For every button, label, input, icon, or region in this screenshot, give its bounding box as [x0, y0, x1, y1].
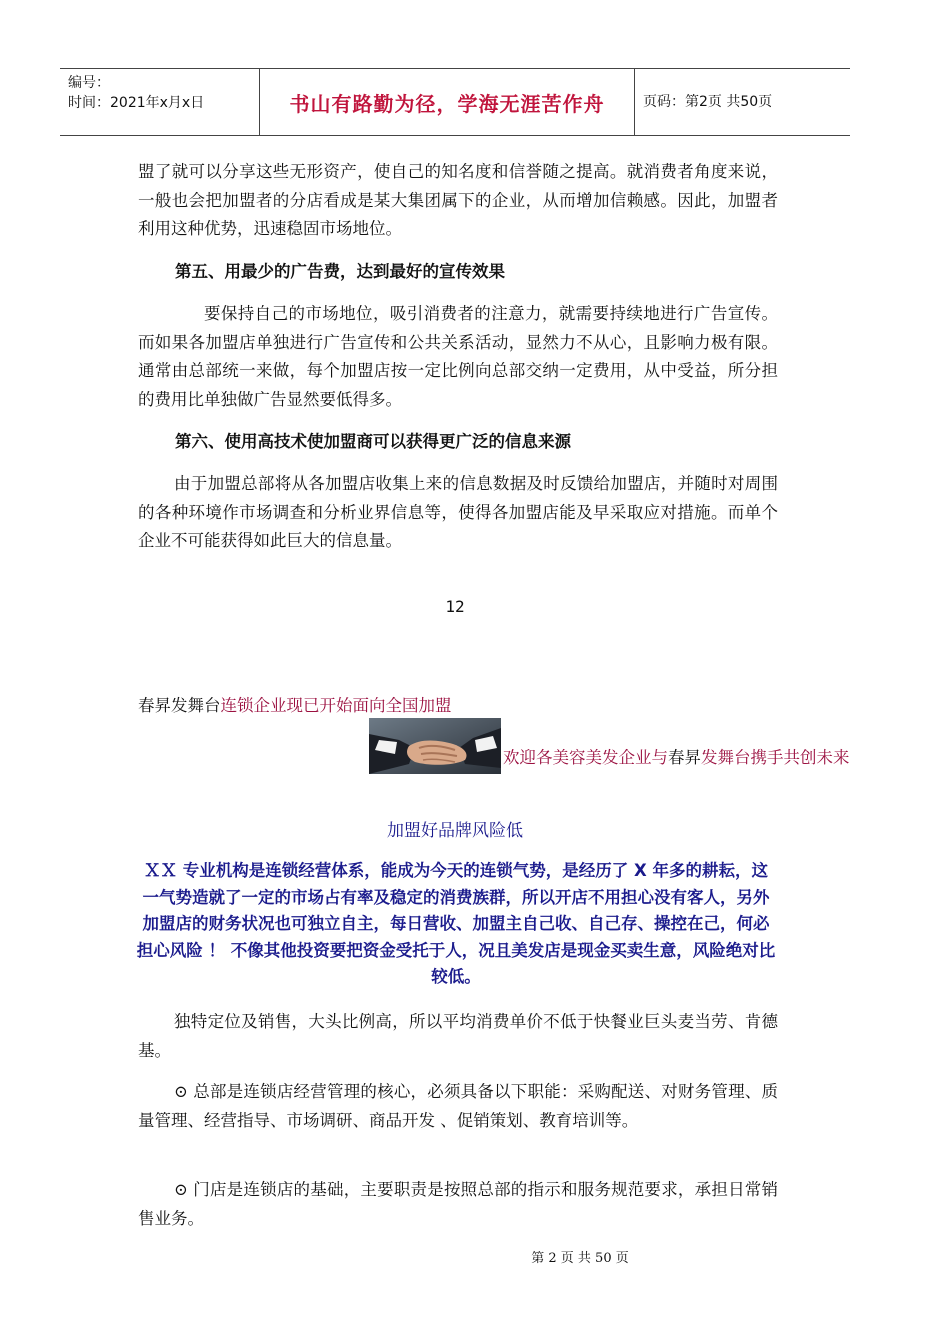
ad-welcome-text-b: 发舞台携手共创未来	[701, 748, 850, 767]
ad-welcome-text-a: 欢迎各美容美发企业与	[503, 748, 668, 767]
body-paragraph-6: ⊙ 门店是连锁店的基础，主要职责是按照总部的指示和服务规范要求，承担日常销售业务。	[138, 1180, 778, 1228]
ad-welcome-line	[503, 744, 850, 768]
section-heading-6: 第六、使用高技术使加盟商可以获得更广泛的信息来源	[175, 432, 571, 451]
body-paragraph-3: 由于加盟总部将从各加盟店收集上来的信息数据及时反馈给加盟店，并随时对周围的各种环境作市场调查和分析业界信息等，使得各加盟店能及早采取应对措施。而单个企业不可能获得如此巨大的信息量。	[138, 474, 778, 550]
ad-headline	[138, 692, 452, 716]
header-motto-cell	[260, 69, 635, 135]
page-footer: 第 2 页 共 50 页	[531, 1251, 629, 1266]
ad-blue-paragraph: ＸＸ 专业机构是连锁经营体系，能成为今天的连锁气势，是经历了 X 年多的耕耘，这一气势造就了一定的市场占有率及稳定的消费族群，所以开店不用担心没有客人，另外加盟店的财务状况也可独立自主，每日营收、加盟主自己收、自己存、操控在己，何必担心风险 ！ 不像其他投资要把资金受托于人，况且美发店是现金买卖生意，风险绝对比较低。	[136, 861, 776, 986]
header-page-cell	[635, 69, 850, 135]
ad-welcome-brand: 春昇	[668, 748, 701, 767]
body-paragraph-2: 要保持自己的市场地位，吸引消费者的注意力，就需要持续地进行广告宣传。而如果各加盟店单独进行广告宣传和公共关系活动，显然力不从心，且影响力极有限。通常由总部统一来做，每个加盟店按一定比例向总部交纳一定费用，从中受益，所分担的费用比单独做广告显然要低得多。	[138, 304, 778, 409]
inline-page-number: 12	[445, 597, 465, 616]
handshake-icon	[369, 718, 501, 774]
doc-time-label: 时间：2021年x月x日	[68, 95, 205, 111]
header-motto: 书山有路勤为径，学海无涯苦作舟	[289, 91, 605, 116]
document-header	[60, 68, 850, 136]
header-page-label: 页码：第2页 共50页	[643, 94, 773, 110]
section-heading-5: 第五、用最少的广告费，达到最好的宣传效果	[175, 262, 505, 281]
ad-blue-title: 加盟好品牌风险低	[387, 821, 523, 841]
ad-brand-text: 春昇发舞台	[138, 696, 221, 715]
header-meta-cell	[60, 69, 260, 135]
body-paragraph-5: ⊙ 总部是连锁店经营管理的核心，必须具备以下职能：采购配送、对财务管理、质量管理、经营指导、市场调研、商品开发 、促销策划、教育培训等。	[138, 1082, 778, 1130]
body-paragraph-4: 独特定位及销售，大头比例高，所以平均消费单价不低于快餐业巨头麦当劳、肯德基。	[138, 1012, 778, 1060]
ad-franchise-text: 连锁企业现已开始面向全国加盟	[220, 696, 452, 715]
body-paragraph-1: 盟了就可以分享这些无形资产，使自己的知名度和信誉随之提高。就消费者角度来说，一般也会把加盟者的分店看成是某大集团属下的企业，从而增加信赖感。因此，加盟者利用这种优势，迅速稳固市场地位。	[138, 162, 778, 238]
doc-number-label: 编号：	[68, 75, 110, 91]
